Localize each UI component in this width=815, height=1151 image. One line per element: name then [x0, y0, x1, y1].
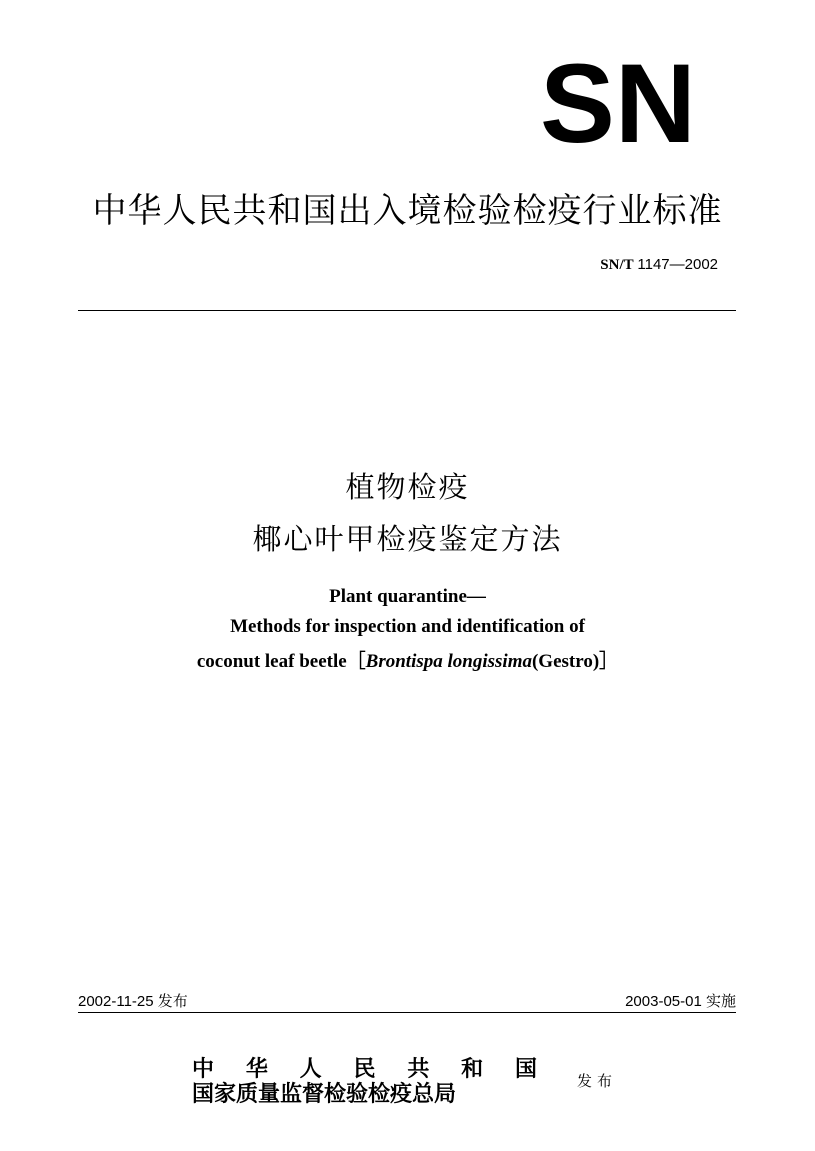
- en-title-line3-suffix: (Gestro)］: [531, 651, 619, 672]
- standard-code: [600, 256, 718, 274]
- cn-title-line1: 植物检疫: [345, 470, 470, 504]
- en-title-line2: Methods for inspection and identification of: [230, 616, 585, 637]
- implementation-date: 2003-05-01 实施: [625, 993, 736, 1010]
- en-title-line3-prefix: coconut leaf beetle［: [196, 651, 366, 672]
- publisher-line2: 国家质量监督检验检疫总局: [192, 1081, 457, 1107]
- standard-prefix: SN/T: [600, 257, 634, 273]
- cn-title-line2: 椰心叶甲检疫鉴定方法: [252, 522, 563, 556]
- sn-logo-text: SN: [540, 58, 696, 148]
- sn-logo: [538, 58, 698, 148]
- header-divider: [78, 310, 736, 311]
- org-title: 中华人民共和国出入境检验检疫行业标准: [92, 191, 723, 231]
- publish-label: 发布: [577, 1072, 618, 1090]
- en-title-line3: [0, 646, 815, 673]
- standard-number: 1147—2002: [637, 256, 718, 273]
- publisher-line1: 中 华 人 民 共 和 国: [192, 1056, 537, 1082]
- en-title-line1: Plant quarantine—: [329, 586, 486, 607]
- species-name: Brontispa longissima: [365, 651, 532, 672]
- issue-date: 2002-11-25 发布: [78, 993, 188, 1010]
- footer-divider: [78, 1012, 736, 1013]
